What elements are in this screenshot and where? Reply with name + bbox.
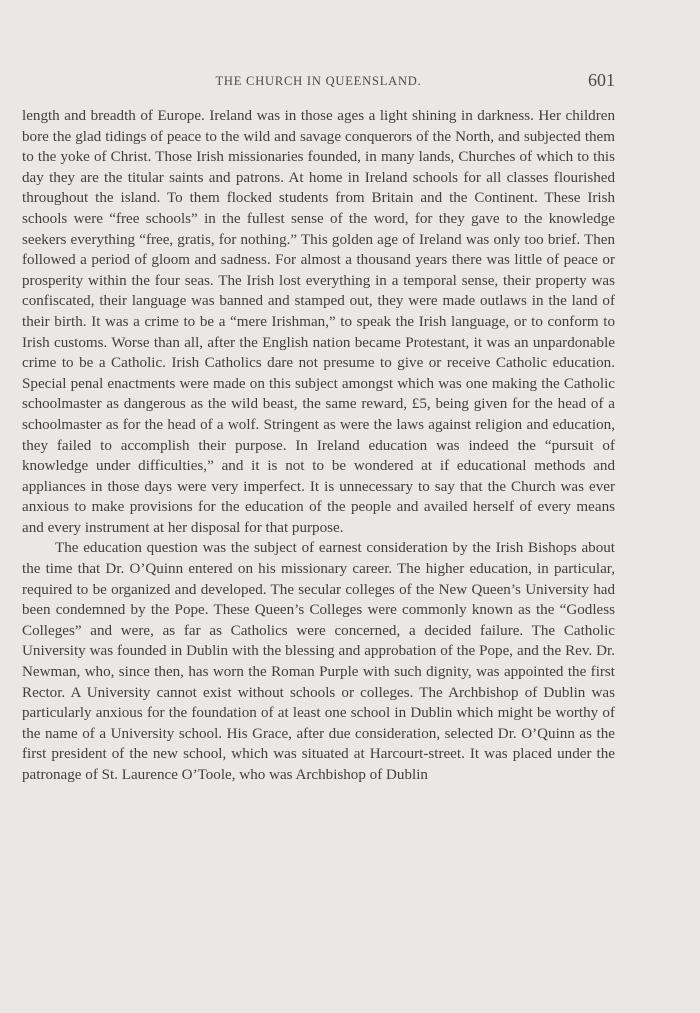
body-text [22, 106, 615, 786]
paragraph: The education question was the subject of earnest consideration by the Irish Bishops about the time that Dr. O’Quinn entered on his missionary career. The higher education, in particular, required to be organized and developed. The secular colleges of the New Queen’s University had been condemned by the Pope. These Queen’s Colleges were commonly known as the “Godless Colleges” and were, as far as Catholics were concerned, a decided failure. The Catholic University was founded in Dublin with the blessing and approbation of the Pope, and the Rev. Dr. Newman, who, since then, has worn the Roman Purple with such dignity, was appointed the first Rector. A University cannot exist without schools or colleges. The Archbishop of Dublin was particularly anxious for the foundation of at least one school in Dublin which might be worthy of the name of a University school. His Grace, after due consideration, selected Dr. O’Quinn as the first president of the new school, which was situated at Harcourt-street. It was placed under the patronage of St. Laurence O’Toole, who was Archbishop of Dublin [22, 540, 615, 783]
paragraph: length and breadth of Europe. Ireland was in those ages a light shining in darkness. Her children bore the glad tidings of peace to the wild and savage conquerors of the North, and subjected them to the yoke of Christ. Those Irish missionaries founded, in many lands, Churches of which to this day they are the titular saints and patrons. At home in Ireland schools for all classes flourished throughout the island. To them flocked students from Britain and the Continent. These Irish schools were “free schools” in the fullest sense of the word, for they gave to the knowledge seekers everything “free, gratis, for nothing.” This golden age of Ireland was only too brief. Then followed a period of gloom and sadness. For almost a thousand years there was little of peace or prosperity within the four seas. The Irish lost everything in a temporal sense, their property was confiscated, their language was banned and stamped out, they were made outlaws in the land of their birth. It was a crime to be a “mere Irishman,” to speak the Irish language, or to conform to Irish customs. Worse than all, after the English nation became Protestant, it was an unpardonable crime to be a Catholic. Irish Catholics dare not presume to give or receive Catholic education. Special penal enactments were made on this subject amongst which was one making the Catholic schoolmaster as dangerous as the wild beast, the same reward, £5, being given for the head of a schoolmaster as for the head of a wolf. Stringent as were the laws against religion and education, they failed to accomplish their purpose. In Ireland education was indeed the “pursuit of knowledge under difficulties,” and it is not to be wondered at if educational methods and appliances in those days were very imperfect. It is unnecessary to say that the Church was ever anxious to make provisions for the education of the people and availed herself of every means and every instrument at her disposal for that purpose. [22, 108, 615, 536]
page-number: 601 [588, 70, 615, 90]
page-header [22, 70, 615, 90]
running-title: THE CHURCH IN QUEENSLAND. [215, 74, 422, 88]
